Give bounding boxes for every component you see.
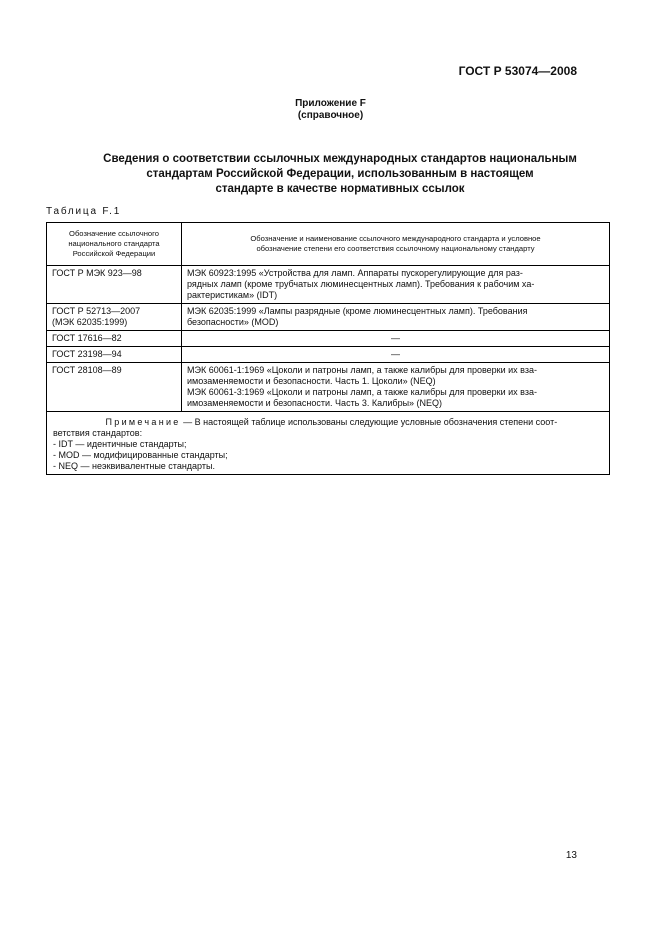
table-label: Таблица F.1 [46, 206, 122, 217]
cell-line: имозаменяемости и безопасности. Часть 1. Цоколи» (NEQ) [187, 376, 436, 386]
cell-line: ГОСТ 28108—89 [52, 365, 122, 375]
header-national-standard [47, 223, 182, 266]
cell-line: имозаменяемости и безопасности. Часть 3. Калибры» (NEQ) [187, 398, 443, 408]
national-standard-cell [47, 363, 182, 412]
section-title-line: Сведения о соответствии ссылочных международных стандартов национальным [103, 153, 577, 165]
cell-line: МЭК 60061-1:1969 «Цоколи и патроны ламп, а также калибры для проверки их вза- [187, 365, 537, 375]
header-line: Российской Федерации [72, 249, 156, 258]
header-line: обозначение степени его соответствия ссылочному национальному стандарту [256, 244, 535, 253]
header-international-standard [182, 223, 610, 266]
table-note-row [47, 412, 610, 475]
national-standard-cell [47, 331, 182, 347]
cell-line: — [391, 333, 400, 343]
cell-line: ГОСТ Р 52713—2007 [52, 306, 141, 316]
document-code: ГОСТ Р 53074—2008 [458, 64, 577, 78]
section-title [70, 152, 610, 197]
cell-line: МЭК 62035:1999 «Лампы разрядные (кроме люминесцентных ламп). Требования [187, 306, 528, 316]
cell-line: безопасности» (MOD) [187, 317, 279, 327]
cell-line: рактеристикам» (IDT) [187, 290, 278, 300]
note-item: - MOD — модифицированные стандарты; [53, 450, 228, 460]
table-row [47, 363, 610, 412]
page-number: 13 [565, 850, 577, 861]
international-standard-cell [182, 363, 610, 412]
header-line: Обозначение и наименование ссылочного международного стандарта и условное [250, 234, 541, 243]
note-line: ветствия стандартов: [53, 428, 143, 438]
international-standard-cell [182, 266, 610, 304]
correspondence-table [46, 222, 610, 475]
international-standard-cell [182, 331, 610, 347]
table-row [47, 266, 610, 304]
national-standard-cell [47, 347, 182, 363]
cell-line: ГОСТ Р МЭК 923—98 [52, 268, 142, 278]
table-header-row [47, 223, 610, 266]
note-item: - NEQ — неэквивалентные стандарты. [53, 461, 215, 471]
cell-line: ГОСТ 17616—82 [52, 333, 122, 343]
cell-line: (МЭК 62035:1999) [52, 317, 128, 327]
cell-line: МЭК 60923:1995 «Устройства для ламп. Аппараты пускорегулирующие для раз- [187, 268, 523, 278]
note-text: — В настоящей таблице использованы следующие условные обозначения степени соот- [180, 417, 558, 427]
cell-line: МЭК 60061-3:1969 «Цоколи и патроны ламп, а также калибры для проверки их вза- [187, 387, 537, 397]
international-standard-cell [182, 347, 610, 363]
annex-heading [0, 98, 661, 122]
note-first-line [53, 417, 603, 428]
section-title-line: стандарте в качестве нормативных ссылок [215, 183, 465, 195]
international-standard-cell [182, 304, 610, 331]
table-row [47, 304, 610, 331]
table-row [47, 331, 610, 347]
table-note [47, 412, 610, 475]
note-item: - IDT — идентичные стандарты; [53, 439, 187, 449]
national-standard-cell [47, 304, 182, 331]
cell-line: рядных ламп (кроме трубчатых люминесцентных ламп). Требования к рабочим ха- [187, 279, 535, 289]
table-row [47, 347, 610, 363]
section-title-line: стандартам Российской Федерации, использованным в настоящем [146, 168, 534, 180]
header-line: национального стандарта [68, 239, 160, 248]
cell-line: ГОСТ 23198—94 [52, 349, 122, 359]
cell-line: — [391, 349, 400, 359]
header-line: Обозначение ссылочного [69, 229, 159, 238]
annex-title: Приложение F [295, 98, 366, 109]
note-label: Примечание [105, 417, 181, 427]
national-standard-cell [47, 266, 182, 304]
annex-subtitle: (справочное) [297, 110, 364, 121]
